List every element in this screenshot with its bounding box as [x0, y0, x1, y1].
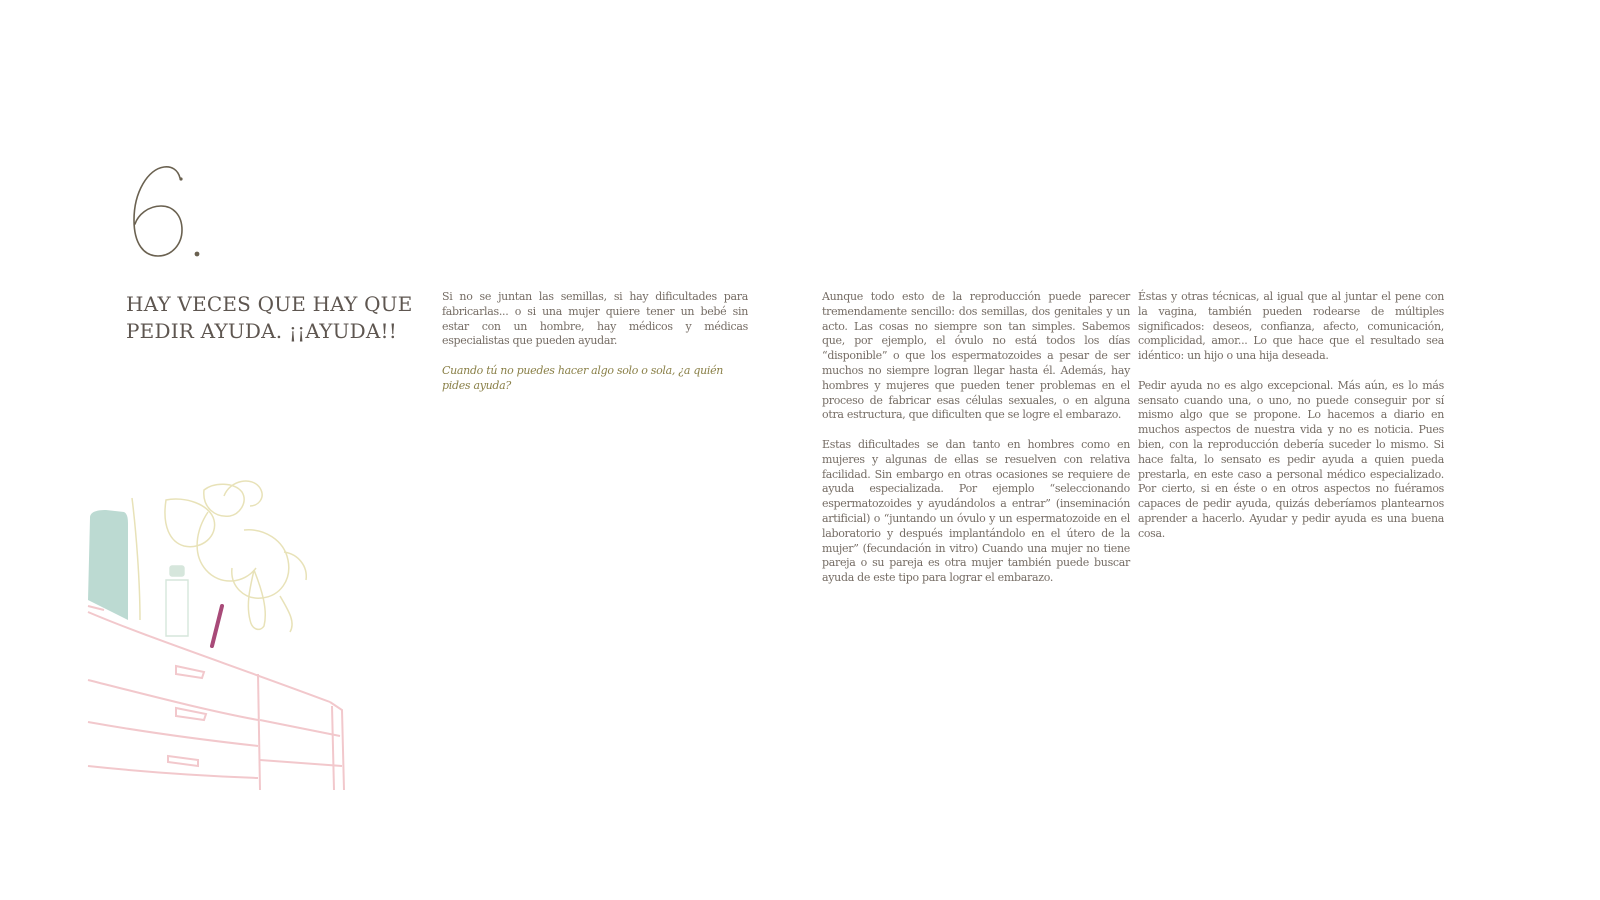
chapter-title: HAY VECES QUE HAY QUE PEDIR AYUDA. ¡¡AYUDA!!: [126, 292, 413, 343]
text-column-3: [1138, 290, 1444, 556]
chapter-number-glyph: [126, 152, 216, 267]
paragraph-techniques: Éstas y otras técnicas, al igual que al juntar el pene con la vagina, también pueden rodearse de múltiples significados: deseos, confianza, afecto, comunicación, complicidad, amor... Lo que hace que el resultado sea idéntico: un hijo o una hija deseada.: [1138, 290, 1444, 363]
teal-box-shape: [88, 510, 128, 620]
paragraph-reproduction: Aunque todo esto de la reproducción puede parecer tremendamente sencillo: dos semillas, dos genitales y un acto. Las cosas no siempre son tan simples. Sabemos que, por ejemplo, el óvulo no está todos los días “disponible” o que los espermatozoides a pesar de ser muchos no siempre logran llegar hasta él. Además, hay hombres y mujeres que pueden tener problemas en el proceso de fabricar esas células sexuales, o en alguna otra estructura, que dificulten que se logre el embarazo.: [822, 290, 1130, 422]
lipstick-shape: [212, 606, 222, 646]
dresser-illustration: [84, 470, 364, 800]
chapter-number: [126, 152, 216, 267]
intro-paragraph: Si no se juntan las semillas, si hay dificultades para fabricarlas... o si una mujer quiere tener un bebé sin estar con un hombre, hay médicos y médicas especialistas que pueden ayudar.: [442, 290, 748, 348]
text-column-2: [822, 290, 1130, 601]
small-bottle-sketch: [166, 566, 188, 636]
paragraph-difficulties: Estas dificultades se dan tanto en hombres como en mujeres y algunas de ellas se resuelven con relativa facilidad. Sin embargo en otras ocasiones se requiere de ayuda especializada. Por ejemplo “seleccionando espermatozoides y ayudándolos a entrar” (inseminación artificial) o “juntando un óvulo y un espermatozoide en el laboratorio y después implantándolo en el útero de la mujer” (fecundación in vitro) Cuando una mujer no tiene pareja o su pareja es otra mujer también puede buscar ayuda de este tipo para lograr el embarazo.: [822, 437, 1130, 585]
reflection-question: Cuando tú no puedes hacer algo solo o sola, ¿a quién pides ayuda?: [442, 363, 724, 392]
text-column-1: [442, 290, 748, 408]
paragraph-asking-help: Pedir ayuda no es algo excepcional. Más aún, es lo más sensato cuando una, o uno, no puede conseguir por sí mismo algo que se propone. Lo hacemos a diario en muchos aspectos de nuestra vida y no es noticia. Pues bien, con la reproducción debería suceder lo mismo. Si hace falta, lo sensato es pedir ayuda a quien pueda prestarla, en este caso a personal médico especializado. Por cierto, si en éste o en otros aspectos no fuéramos capaces de pedir ayuda, quizás deberíamos plantearnos aprender a hacerlo. Ayudar y pedir ayuda es una buena cosa.: [1138, 378, 1444, 540]
